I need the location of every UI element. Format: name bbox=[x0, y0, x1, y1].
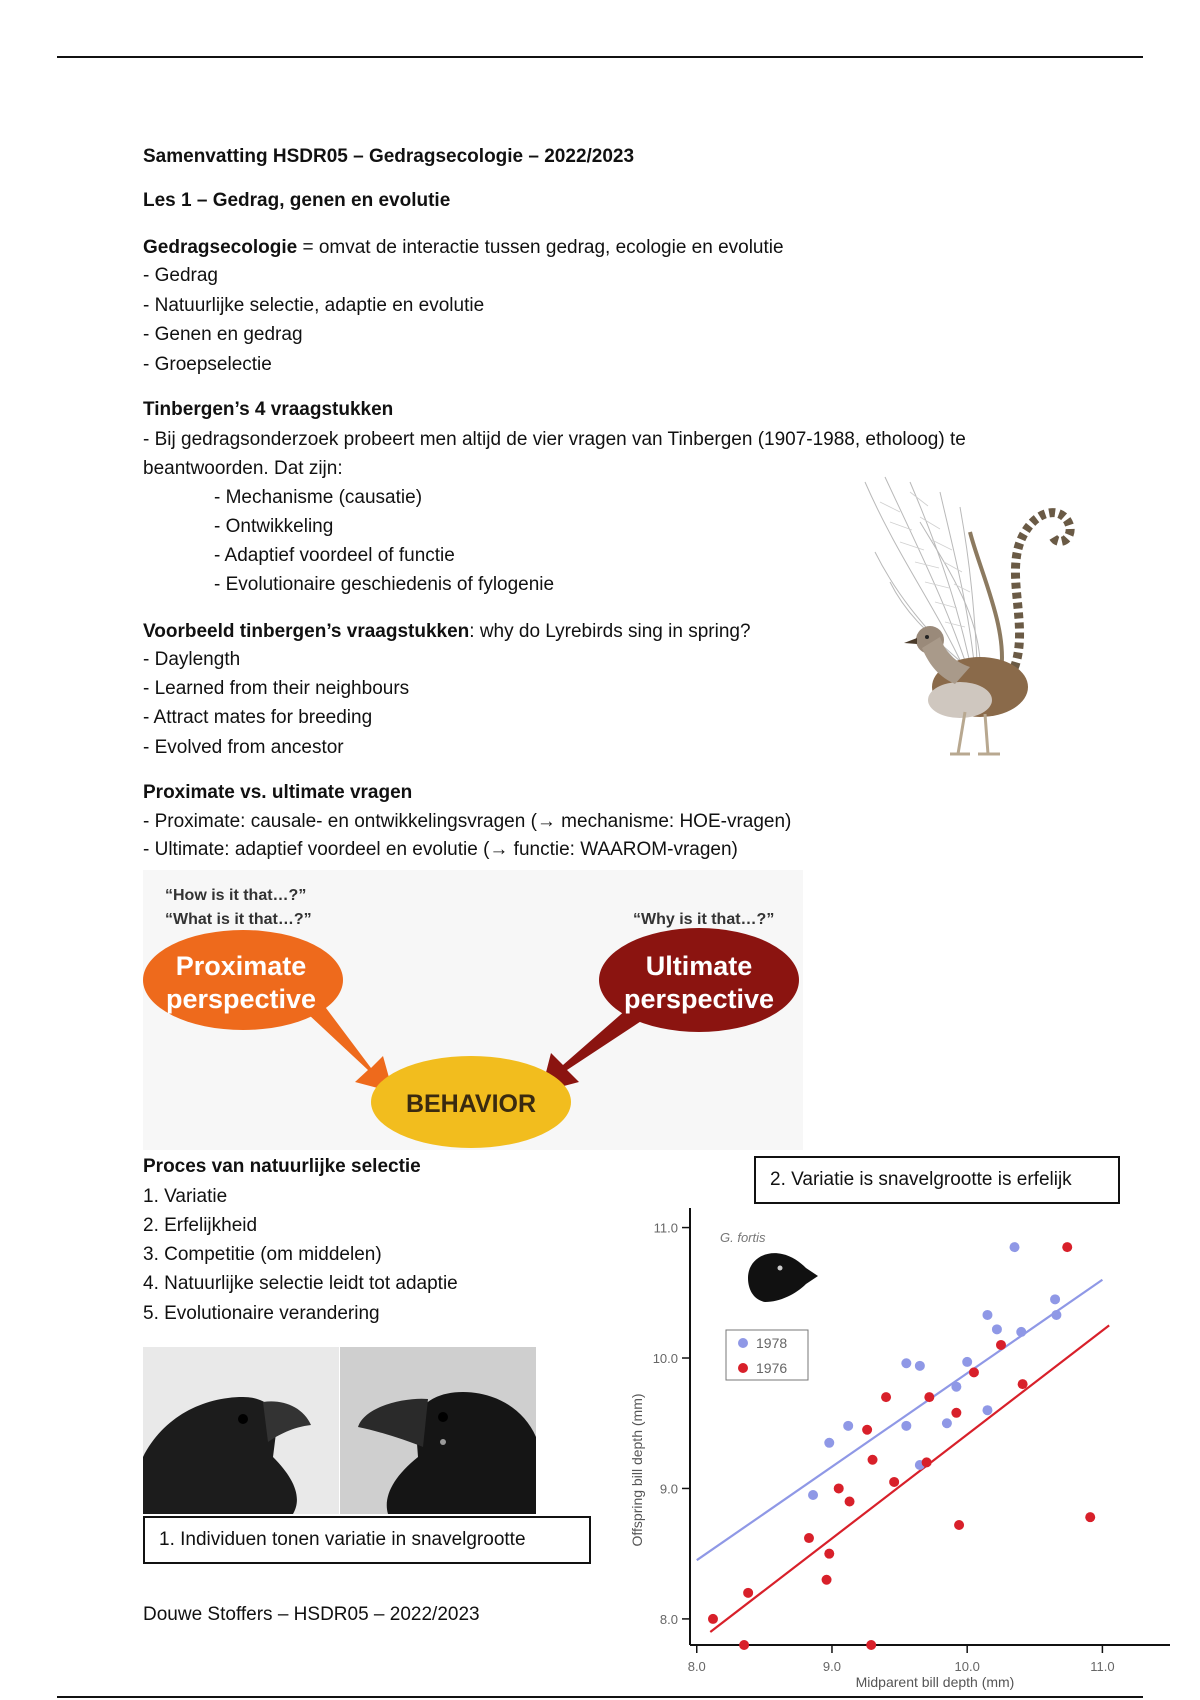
footer: Douwe Stoffers – HSDR05 – 2022/2023 bbox=[143, 1604, 480, 1625]
example-heading: Voorbeeld tinbergen’s vraagstukken bbox=[143, 621, 470, 642]
question-what: “What is it that…?” bbox=[165, 911, 312, 928]
finch-photo bbox=[143, 1347, 536, 1514]
list-item: - Genen en gedrag bbox=[143, 324, 303, 345]
point-1976 bbox=[868, 1455, 878, 1465]
list-item: - Natuurlijke selectie, adaptie en evolutie bbox=[143, 295, 485, 316]
point-1976 bbox=[969, 1367, 979, 1377]
definition-term: Gedragsecologie bbox=[143, 237, 298, 258]
point-1976 bbox=[1085, 1512, 1095, 1522]
x-axis-label: Midparent bill depth (mm) bbox=[855, 1674, 1015, 1690]
fit-line-1978 bbox=[697, 1280, 1103, 1560]
box-erfelijk: 2. Variatie is snavelgrootte is erfelijk bbox=[754, 1156, 1120, 1204]
list-item: - Adaptief voordeel of functie bbox=[214, 545, 455, 566]
definition-line bbox=[143, 236, 784, 260]
point-1976 bbox=[866, 1640, 876, 1650]
point-1978 bbox=[962, 1357, 972, 1367]
doc-title: Samenvatting HSDR05 – Gedragsecologie – 2022/2023 bbox=[143, 146, 635, 167]
x-tick-label: 11.0 bbox=[1090, 1659, 1115, 1674]
list-item: 3. Competitie (om middelen) bbox=[143, 1244, 382, 1265]
point-1978 bbox=[901, 1421, 911, 1431]
y-tick-label: 10.0 bbox=[652, 1351, 678, 1367]
point-1978 bbox=[982, 1310, 992, 1320]
point-1976 bbox=[924, 1392, 934, 1402]
point-1978 bbox=[1050, 1294, 1060, 1304]
point-1978 bbox=[942, 1418, 952, 1428]
prox-line2: - Ultimate: adaptief voordeel en evolutie (→ functie: WAAROM-vragen) bbox=[143, 839, 738, 860]
x-tick-label: 8.0 bbox=[687, 1659, 706, 1674]
lyrebird-beak bbox=[904, 638, 917, 644]
point-1976 bbox=[824, 1549, 834, 1559]
x-tick-label: 9.0 bbox=[822, 1659, 842, 1674]
bill-depth-scatter-chart bbox=[620, 1190, 1190, 1695]
list-item: - Evolutionaire geschiedenis of fylogenie bbox=[214, 574, 555, 595]
box-variatie: 1. Individuen tonen variatie in snavelgrootte bbox=[143, 1516, 591, 1564]
point-1976 bbox=[834, 1483, 844, 1493]
chart-axes bbox=[653, 1208, 1170, 1674]
example-question: : why do Lyrebirds sing in spring? bbox=[469, 621, 751, 642]
example-line bbox=[143, 620, 751, 644]
selection-heading: Proces van natuurlijke selectie bbox=[143, 1156, 421, 1177]
lyrebird-belly bbox=[928, 682, 992, 718]
y-tick-label: 8.0 bbox=[659, 1611, 678, 1627]
list-item: - Gedrag bbox=[143, 265, 218, 286]
point-1976 bbox=[951, 1408, 961, 1418]
list-item: - Learned from their neighbours bbox=[143, 678, 410, 699]
list-item: 4. Natuurlijke selectie leidt tot adaptie bbox=[143, 1273, 458, 1294]
point-1976 bbox=[1062, 1242, 1072, 1252]
legend-label-1978: 1978 bbox=[756, 1335, 788, 1351]
point-1976 bbox=[708, 1614, 718, 1624]
lyrebird-illustration bbox=[860, 462, 1085, 762]
point-1978 bbox=[915, 1361, 925, 1371]
question-how: “How is it that…?” bbox=[165, 887, 307, 904]
list-item: 1. Variatie bbox=[143, 1186, 228, 1207]
perspective-diagram bbox=[143, 870, 803, 1150]
chart-legend bbox=[726, 1330, 808, 1380]
y-axis-label: Offspring bill depth (mm) bbox=[629, 1393, 645, 1547]
point-1976 bbox=[922, 1457, 932, 1467]
point-1976 bbox=[862, 1425, 872, 1435]
list-item: - Groepselectie bbox=[143, 354, 272, 375]
bottom-rule bbox=[57, 1696, 1143, 1698]
point-1978 bbox=[992, 1324, 1002, 1334]
lyrebird-legs bbox=[950, 712, 1000, 754]
y-tick-label: 11.0 bbox=[653, 1220, 678, 1236]
lyrebird-feather-fringe bbox=[880, 492, 970, 627]
point-1978 bbox=[824, 1438, 834, 1448]
finch-head-icon bbox=[748, 1253, 818, 1302]
point-1976 bbox=[881, 1392, 891, 1402]
list-item: - Daylength bbox=[143, 649, 241, 670]
point-1978 bbox=[951, 1382, 961, 1392]
top-rule bbox=[57, 56, 1143, 58]
point-1976 bbox=[845, 1497, 855, 1507]
list-item: - Attract mates for breeding bbox=[143, 707, 373, 728]
tinbergen-line2: beantwoorden. Dat zijn: bbox=[143, 458, 343, 479]
ultimate-label-1: Ultimate bbox=[645, 951, 753, 981]
tinbergen-heading: Tinbergen’s 4 vraagstukken bbox=[143, 399, 394, 420]
point-1978 bbox=[1016, 1327, 1026, 1337]
point-1978 bbox=[1010, 1242, 1020, 1252]
point-1976 bbox=[743, 1588, 753, 1598]
point-1978 bbox=[982, 1405, 992, 1415]
list-item: 2. Erfelijkheid bbox=[143, 1215, 258, 1236]
y-tick-label: 9.0 bbox=[659, 1481, 678, 1497]
finch-right-eye-ring bbox=[440, 1439, 446, 1445]
point-1976 bbox=[822, 1575, 832, 1585]
point-1976 bbox=[996, 1340, 1006, 1350]
lyrebird-lyre-feather bbox=[1010, 513, 1070, 677]
point-1976 bbox=[739, 1640, 749, 1650]
species-label: G. fortis bbox=[720, 1230, 766, 1245]
prox-line1: - Proximate: causale- en ontwikkelingsvragen (→ mechanisme: HOE-vragen) bbox=[143, 811, 792, 832]
legend-marker-1978 bbox=[738, 1338, 748, 1348]
lyrebird-lyre-feather-2 bbox=[970, 532, 1002, 677]
list-item: 5. Evolutionaire verandering bbox=[143, 1303, 380, 1324]
legend-marker-1976 bbox=[738, 1363, 748, 1373]
point-1976 bbox=[889, 1477, 899, 1487]
list-item: - Mechanisme (causatie) bbox=[214, 487, 423, 508]
point-1978 bbox=[901, 1358, 911, 1368]
tinbergen-line1: - Bij gedragsonderzoek probeert men altijd de vier vragen van Tinbergen (1907-1988, etholoog) te bbox=[143, 429, 966, 450]
question-why: “Why is it that…?” bbox=[633, 911, 775, 928]
x-tick-label: 10.0 bbox=[954, 1659, 980, 1674]
ultimate-label-2: perspective bbox=[623, 984, 775, 1014]
definition-text: = omvat de interactie tussen gedrag, ecologie en evolutie bbox=[297, 237, 784, 258]
point-1978 bbox=[808, 1490, 818, 1500]
finch-right-eye bbox=[438, 1412, 448, 1422]
point-1976 bbox=[1018, 1379, 1028, 1389]
point-1978 bbox=[1051, 1310, 1061, 1320]
list-item: - Evolved from ancestor bbox=[143, 737, 344, 758]
finch-left-eye bbox=[238, 1414, 248, 1424]
point-1976 bbox=[804, 1533, 814, 1543]
lesson-title: Les 1 – Gedrag, genen en evolutie bbox=[143, 190, 451, 211]
point-1976 bbox=[954, 1520, 964, 1530]
prox-heading: Proximate vs. ultimate vragen bbox=[143, 782, 413, 803]
proximate-label-1: Proximate bbox=[175, 951, 307, 981]
point-1978 bbox=[843, 1421, 853, 1431]
lyrebird-eye bbox=[925, 635, 929, 639]
list-item: - Ontwikkeling bbox=[214, 516, 334, 537]
legend-label-1976: 1976 bbox=[756, 1360, 788, 1376]
proximate-label-2: perspective bbox=[165, 984, 317, 1014]
behavior-label: BEHAVIOR bbox=[405, 1090, 537, 1118]
